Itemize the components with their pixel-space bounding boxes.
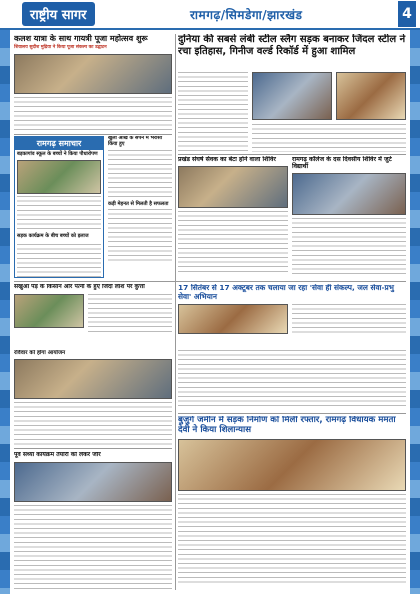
article-body	[178, 72, 248, 152]
article-body	[252, 124, 406, 152]
article-dream	[108, 136, 172, 278]
article-headline: 17 सितंबर से 17 अक्टूबर तक चलाया जा रहा 'सेवा ही संकल्प, जल सेवा-प्रभु सेवा' अभियान	[178, 284, 394, 301]
article-body	[178, 211, 288, 273]
article-headline: रविवार को होगा आयोजन	[14, 350, 66, 356]
article-jindal-steel-media	[178, 72, 406, 152]
article-photo	[14, 359, 172, 399]
column-divider	[175, 34, 176, 590]
article-headline: खुली आँख के सपने में भरोसा किया हुए	[108, 136, 163, 147]
article-farmer	[14, 284, 172, 344]
row-divider	[14, 281, 406, 282]
article-photo	[178, 304, 288, 334]
article-camp	[178, 156, 288, 274]
article-headline: दुनिया की सबसे लंबी स्टील स्लैग सड़क बनाकर जिंदल स्टील ने रचा इतिहास, गिनीज वर्ल्ड रिकॉर्ड में हुआ शामिल	[178, 34, 406, 57]
article-headline: बुजुर्ग जमीन में सड़क निर्माण को मिली रफ्तार, रामगढ़ विधायक ममता देवी ने किया शिलान्यास	[178, 416, 396, 435]
article-college-camp	[292, 156, 406, 274]
article-photo	[178, 439, 406, 491]
row-divider	[178, 413, 406, 414]
article-body	[108, 150, 172, 200]
masthead	[0, 0, 420, 30]
article-body	[14, 97, 172, 132]
left-decor-strip	[0, 30, 10, 594]
article-headline: सड़क कार्यक्रम के बीच बच्चों को इलाज	[17, 232, 89, 239]
article-photo	[178, 166, 288, 208]
news-box-title: रामगढ़ समाचार	[15, 137, 103, 150]
article-body	[88, 294, 172, 334]
article-body	[14, 402, 172, 446]
article-headline: कड़ी मेहनत से मिलती है सफलता	[108, 200, 169, 207]
article-photo	[336, 72, 406, 120]
news-box	[14, 136, 104, 278]
article-subhead: शिवालय सुदीश मुद्रिया ने किया पूजा संकल्प का उद्घाटन	[14, 45, 107, 51]
article-headline: बड़कागांव स्कूल के बच्चों ने किया पौधारोपण	[17, 151, 98, 157]
newspaper-brand: राष्ट्रीय सागर	[22, 2, 95, 26]
article-body	[292, 218, 406, 274]
article-gayatri-puja	[14, 34, 172, 132]
article-body	[178, 494, 406, 586]
article-event	[14, 350, 172, 446]
row-divider	[178, 154, 406, 155]
article-headline: कलश यात्रा के साथ गायत्री पूजा महोत्सव शुरू	[14, 34, 148, 43]
article-body	[17, 244, 101, 278]
article-photo	[17, 160, 101, 194]
article-body	[14, 505, 172, 589]
article-photo	[14, 294, 84, 328]
right-decor-strip	[410, 30, 420, 594]
article-headline: पूर्व संध्या कार्यक्रम तैयारी को लेकर जोर	[14, 452, 101, 458]
article-seva-abhiyan	[178, 284, 406, 344]
article-photo	[14, 462, 172, 502]
article-body	[178, 350, 406, 410]
row-divider	[14, 134, 172, 135]
article-lower-center	[178, 350, 406, 410]
article-photo	[252, 72, 332, 120]
article-photo	[14, 54, 172, 94]
article-road-construction	[178, 416, 406, 590]
article-headline: प्रखंड संघर्ष सेवक का बेटा होने वाला शिविर	[178, 156, 276, 163]
article-preparation	[14, 452, 172, 590]
row-divider	[14, 448, 172, 449]
article-headline: सखुआ पेड़ के किसान और पत्नी के हुए जिंदा लाश पर कुत्ता	[14, 284, 145, 290]
article-photo	[292, 173, 406, 215]
edition-title: रामगढ़/सिमडेगा/झारखंड	[190, 7, 303, 22]
article-headline: रामगढ़ कॉलेज के दस दिवसीय शिविर में जुटे विद्यार्थी	[292, 156, 392, 171]
article-body	[108, 209, 172, 263]
page-number: 4	[398, 1, 416, 27]
article-body	[17, 196, 101, 230]
article-body	[292, 304, 406, 334]
